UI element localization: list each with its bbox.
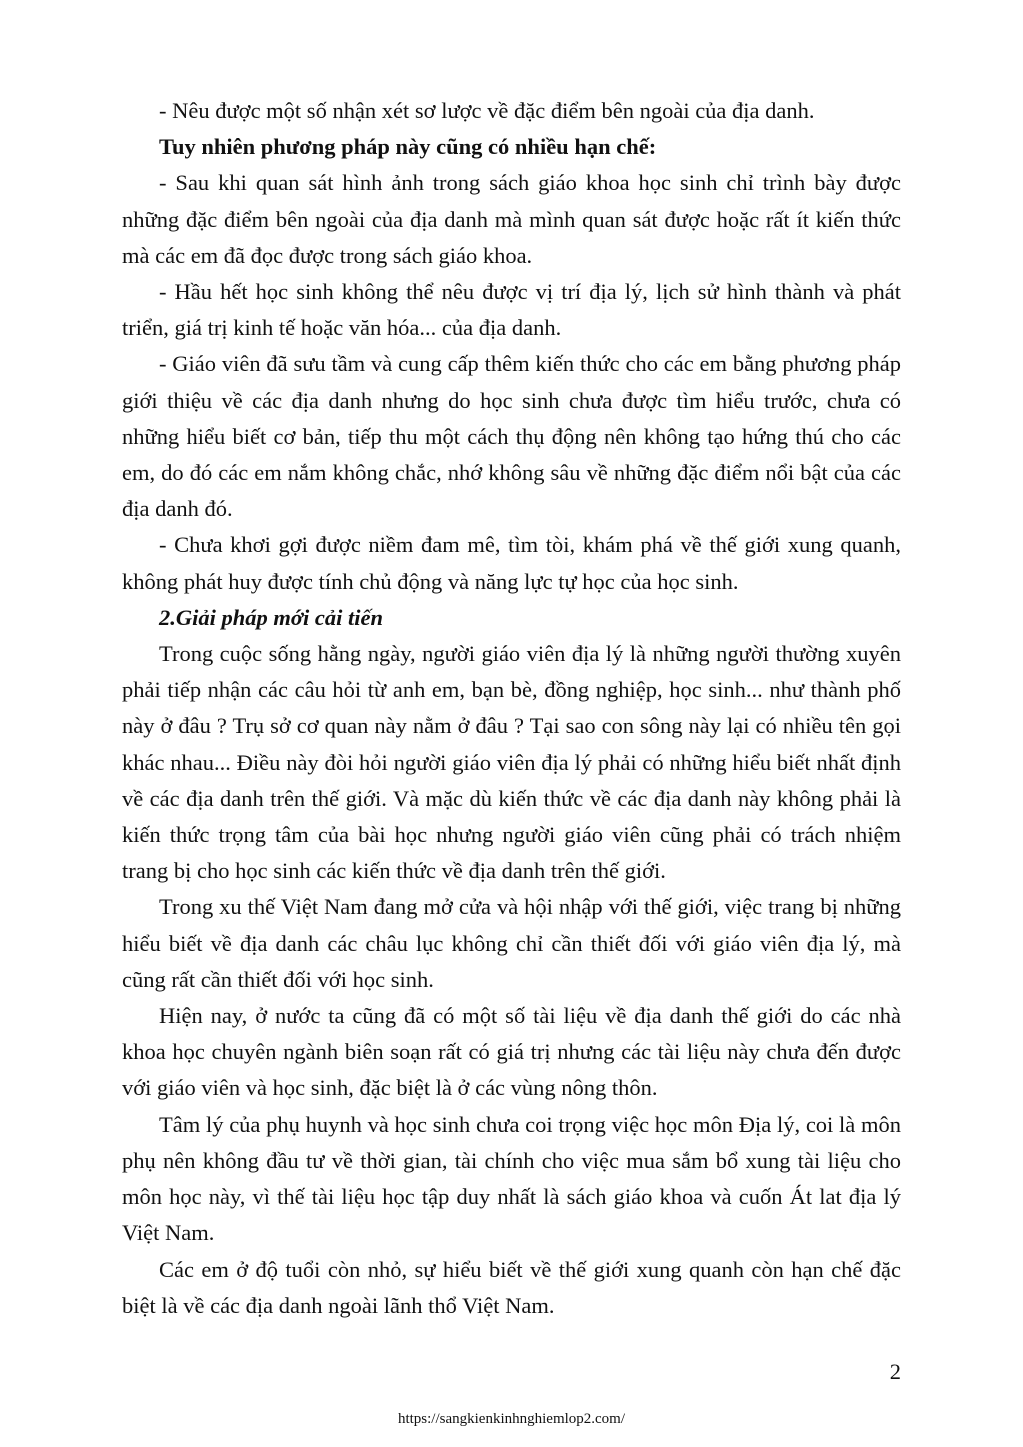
footer-url[interactable]: https://sangkienkinhnghiemlop2.com/ <box>397 1411 626 1427</box>
paragraph-current-materials: Hiện nay, ở nước ta cũng đã có một số tài liệu về địa danh thế giới do các nhà khoa học chuyên ngành biên soạn rất có giá trị nhưng các tài liệu này chưa đến được với giáo viên và học sinh, đặc biệt là ở các vùng nông thôn. <box>122 1003 901 1101</box>
section-heading-new-solution: 2.Giải pháp mới cải tiến <box>159 604 383 630</box>
paragraph-daily-life: Trong cuộc sống hằng ngày, người giáo viên địa lý là những người thường xuyên phải tiếp nhận các câu hỏi từ anh em, bạn bè, đồng nghiệp, học sinh... như thành phố này ở đâu ? Trụ sở cơ quan này nằm ở đâu ? Tại sao con sông này lại có nhiều tên gọi khác nhau... Điều này đòi hỏi người giáo viên địa lý phải có những hiểu biết nhất định về các địa danh trên thế giới. Và mặc dù kiến thức về các địa danh này không phải là kiến thức trọng tâm của bài học nhưng người giáo viên cũng phải có trách nhiệm trang bị cho học sinh các kiến thức về địa danh trên thế giới. <box>122 641 901 884</box>
paragraph-bullet-passion: - Chưa khơi gợi được niềm đam mê, tìm tòi, khám phá về thế giới xung quanh, không phát huy được tính chủ động và năng lực tự học của học sinh. <box>122 532 901 594</box>
paragraph-bullet-external-features: - Sau khi quan sát hình ảnh trong sách giáo khoa học sinh chỉ trình bày được những đặc điểm bên ngoài của địa danh mà mình quan sát được hoặc rất ít kiến thức mà các em đã đọc được trong sách giáo khoa. <box>122 170 901 268</box>
paragraph-limitations-heading: Tuy nhiên phương pháp này cũng có nhiều hạn chế: <box>159 134 657 160</box>
paragraph-parent-psychology: Tâm lý của phụ huynh và học sinh chưa coi trọng việc học môn Địa lý, coi là môn phụ nên không đầu tư về thời gian, tài chính cho việc mua sắm bổ xung tài liệu cho môn học này, vì thế tài liệu học tập duy nhất là sách giáo khoa và cuốn Át lat địa lý Việt Nam. <box>122 1111 901 1246</box>
paragraph-integration-trend: Trong xu thế Việt Nam đang mở cửa và hội nhập với thế giới, việc trang bị những hiểu biết về địa danh các châu lục không chỉ cần thiết đối với giáo viên địa lý, mà cũng rất cần thiết đối với học sinh. <box>122 894 901 992</box>
paragraph-bullet-teacher-introduction: - Giáo viên đã sưu tầm và cung cấp thêm kiến thức cho các em bằng phương pháp giới thiệu về các địa danh nhưng do học sinh chưa được tìm hiểu trước, chưa có những hiểu biết cơ bản, tiếp thu một cách thụ động nên không tạo hứng thú cho các em, do đó các em nắm không chắc, nhớ không sâu về những đặc điểm nổi bật của các địa danh đó. <box>122 351 901 522</box>
paragraph-young-age: Các em ở độ tuổi còn nhỏ, sự hiểu biết về thế giới xung quanh còn hạn chế đặc biệt là về các địa danh ngoài lãnh thổ Việt Nam. <box>122 1256 901 1318</box>
paragraph-bullet-observation: - Nêu được một số nhận xét sơ lược về đặc điểm bên ngoài của địa danh. <box>159 98 815 123</box>
page-body <box>122 93 901 1324</box>
page-number: 2 <box>889 1359 901 1384</box>
paragraph-bullet-location-history: - Hầu hết học sinh không thể nêu được vị trí địa lý, lịch sử hình thành và phát triển, giá trị kinh tế hoặc văn hóa... của địa danh. <box>122 279 901 341</box>
